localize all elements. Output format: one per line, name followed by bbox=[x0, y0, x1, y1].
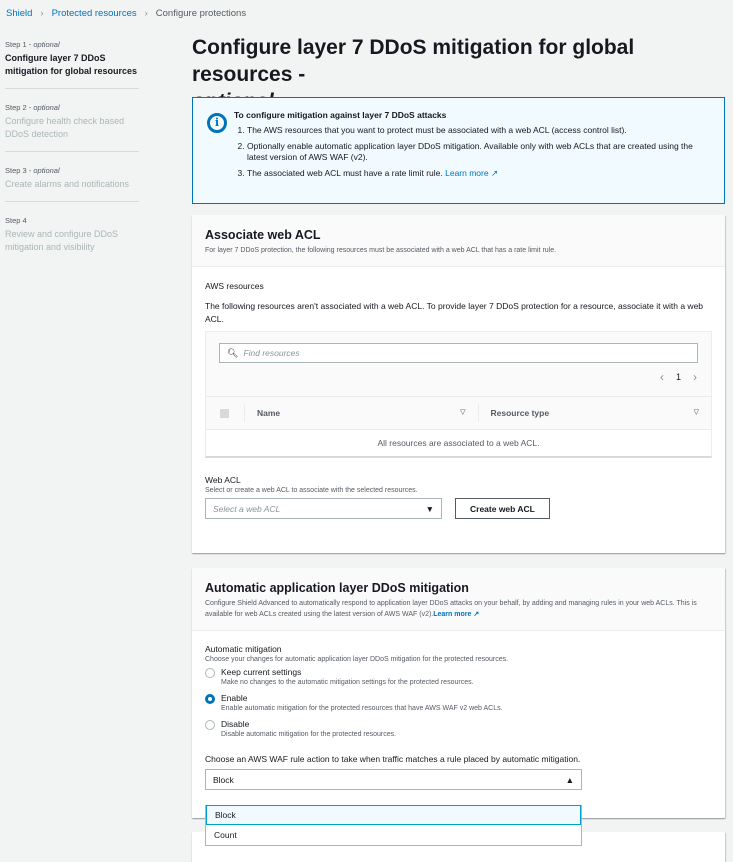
step-number: Step 1 bbox=[5, 40, 27, 49]
step-1: Step 1 - optional Configure layer 7 DDoS mitigation for global resources bbox=[5, 40, 139, 89]
learn-more-link[interactable] bbox=[445, 168, 498, 178]
step-optional: optional bbox=[33, 166, 60, 175]
step-title: Create alarms and notifications bbox=[5, 179, 130, 189]
step-number: Step 3 bbox=[5, 166, 27, 175]
info-title: To configure mitigation against layer 7 DDoS attacks bbox=[234, 110, 447, 120]
chevron-right-icon: › bbox=[40, 8, 44, 19]
pagination bbox=[206, 363, 711, 396]
search-placeholder: Find resources bbox=[243, 348, 300, 358]
option-block[interactable]: Block bbox=[206, 805, 581, 825]
learn-more-text: Learn more bbox=[445, 168, 489, 178]
caret-up-icon: ▲ bbox=[565, 774, 574, 785]
learn-more-link[interactable] bbox=[433, 611, 479, 618]
column-resource-type[interactable] bbox=[479, 408, 712, 418]
select-all-checkbox[interactable] bbox=[220, 409, 229, 418]
radio-label: Keep current settings bbox=[221, 667, 302, 677]
page-title-text: Configure layer 7 DDoS mitigation for global resources - bbox=[192, 36, 635, 86]
sort-icon: ▽ bbox=[693, 409, 699, 416]
breadcrumb bbox=[6, 8, 246, 19]
radio-keep-current[interactable] bbox=[205, 667, 712, 688]
create-web-acl-button[interactable]: Create web ACL bbox=[455, 498, 550, 519]
learn-more-text: Learn more bbox=[433, 611, 472, 618]
info-item: 2. Optionally enable automatic application layer DDoS mitigation. Available only with web ACLs that are created using the latest version of AWS WAF (v2). bbox=[247, 141, 714, 163]
page-number[interactable]: 1 bbox=[675, 372, 681, 382]
resources-table bbox=[205, 331, 712, 458]
step-number: Step 2 bbox=[5, 103, 27, 112]
breadcrumb-current: Configure protections bbox=[155, 8, 247, 19]
automatic-mitigation-label: Automatic mitigation bbox=[205, 644, 282, 654]
panel-title: Associate web ACL bbox=[205, 228, 321, 242]
info-item: 1. The AWS resources that you want to protect must be associated with a web ACL (access control list). bbox=[247, 125, 714, 136]
step-title: Review and configure DDoS mitigation and visibility bbox=[5, 229, 119, 252]
radio-enable[interactable] bbox=[205, 693, 712, 714]
wizard-steps bbox=[5, 40, 139, 278]
prev-page-icon[interactable]: ‹ bbox=[659, 370, 664, 384]
panel-title: Automatic application layer DDoS mitigation bbox=[205, 581, 469, 595]
step-3: Step 3 - optional Create alarms and notifications bbox=[5, 166, 139, 202]
step-2: Step 2 - optional Configure health check based DDoS detection bbox=[5, 103, 139, 152]
external-link-icon: ↗ bbox=[473, 611, 480, 618]
step-4 bbox=[5, 216, 139, 264]
panel-description: For layer 7 DDoS protection, the following resources must be associated with a web ACL that has a rate limit rule. bbox=[205, 247, 557, 254]
radio-label: Disable bbox=[221, 719, 250, 729]
sort-icon: ▽ bbox=[460, 409, 466, 416]
panel-description: Configure Shield Advanced to automatically respond to application layer DDoS attacks on your behalf, by adding and managing rules in your web ACLs. This is available for web ACLs created using the latest version of AWS WAF (v2). bbox=[205, 600, 697, 618]
chevron-right-icon: › bbox=[144, 8, 148, 19]
step-number: Step 4 bbox=[5, 216, 27, 225]
option-count[interactable]: Count bbox=[214, 830, 237, 840]
step-optional: optional bbox=[33, 103, 60, 112]
info-icon: i bbox=[207, 113, 227, 133]
web-acl-select[interactable] bbox=[205, 498, 442, 519]
radio-disable[interactable] bbox=[205, 719, 712, 740]
breadcrumb-protected-resources[interactable]: Protected resources bbox=[51, 8, 137, 19]
radio-button[interactable] bbox=[205, 720, 215, 730]
radio-description: Make no changes to the automatic mitigation settings for the protected resources. bbox=[221, 679, 474, 686]
radio-description: Disable automatic mitigation for the protected resources. bbox=[221, 731, 397, 738]
radio-button-selected[interactable] bbox=[205, 694, 215, 704]
associate-web-acl-panel bbox=[192, 215, 725, 553]
info-alert bbox=[192, 97, 725, 204]
empty-state: All resources are associated to a web ACL. bbox=[206, 430, 711, 456]
table-header bbox=[206, 396, 711, 430]
web-acl-description: Select or create a web ACL to associate with the selected resources. bbox=[205, 487, 418, 494]
rule-action-dropdown bbox=[205, 805, 582, 846]
rule-action-select[interactable] bbox=[205, 769, 582, 790]
external-link-icon: ↗ bbox=[490, 168, 499, 178]
search-input[interactable] bbox=[219, 343, 698, 363]
automatic-mitigation-description: Choose your changes for automatic application layer DDoS mitigation for the protected resources. bbox=[205, 656, 509, 663]
next-page-icon[interactable]: › bbox=[693, 370, 697, 384]
info-item-text: The associated web ACL must have a rate limit rule. bbox=[247, 168, 443, 178]
step-optional: optional bbox=[33, 40, 60, 49]
rule-action-label: Choose an AWS WAF rule action to take when traffic matches a rule placed by automatic mitigation. bbox=[205, 754, 581, 764]
column-name[interactable] bbox=[245, 408, 478, 418]
column-label: Resource type bbox=[490, 408, 550, 418]
aws-resources-label: AWS resources bbox=[205, 281, 264, 291]
rule-action-value: Block bbox=[213, 774, 234, 785]
radio-description: Enable automatic mitigation for the protected resources that have AWS WAF v2 web ACLs. bbox=[221, 705, 503, 712]
search-icon: 🔍︎ bbox=[227, 347, 239, 358]
step-title: Configure layer 7 DDoS mitigation for global resources bbox=[5, 53, 138, 76]
radio-label: Enable bbox=[221, 693, 248, 703]
step-title: Configure health check based DDoS detection bbox=[5, 116, 125, 139]
web-acl-placeholder: Select a web ACL bbox=[213, 503, 281, 514]
caret-down-icon: ▼ bbox=[425, 503, 434, 514]
radio-button[interactable] bbox=[205, 668, 215, 678]
info-item bbox=[247, 168, 714, 179]
auto-mitigation-panel bbox=[192, 568, 725, 818]
aws-resources-description: The following resources aren't associated with a web ACL. To provide layer 7 DDoS protection for a resource, associate it with a web ACL. bbox=[205, 301, 704, 324]
column-label: Name bbox=[257, 408, 281, 418]
web-acl-label: Web ACL bbox=[205, 475, 241, 485]
breadcrumb-shield[interactable]: Shield bbox=[6, 8, 33, 19]
